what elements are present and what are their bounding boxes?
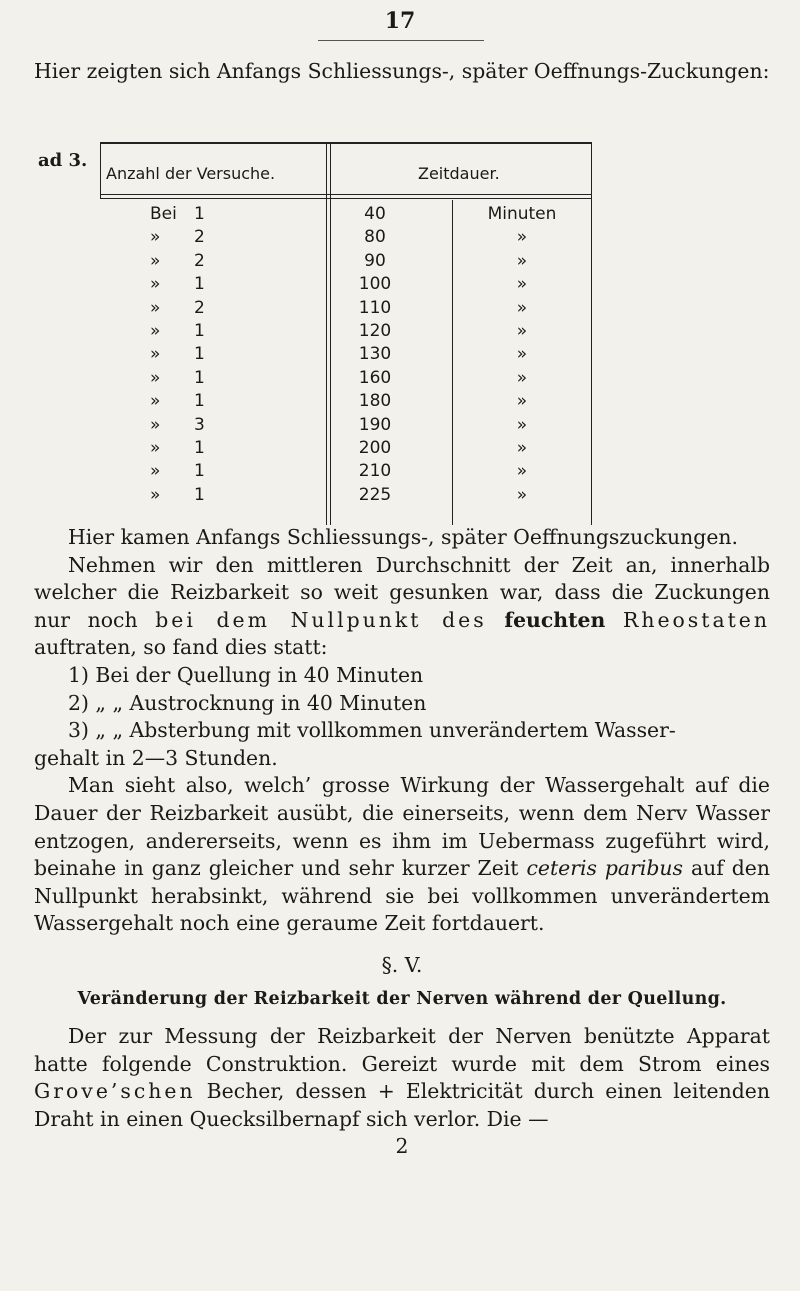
cell-count-value: 1 bbox=[194, 274, 205, 295]
paragraph-3 bbox=[34, 772, 770, 938]
list-item-3: 3) „ „ Absterbung mit vollkommen unverändertem Wasser- bbox=[68, 718, 676, 743]
cell-count-value: 2 bbox=[194, 297, 205, 318]
paragraph-2-text-a: Nehmen wir den mittleren Durchschnitt der Zeit an, innerhalb welcher die Reizbarkeit so weit gesunken war, dass die Zuckungen nur noch bbox=[34, 552, 770, 632]
cell-time: 100 bbox=[358, 274, 392, 295]
cell-prefix: » bbox=[150, 484, 161, 505]
cell-count-value: 2 bbox=[194, 227, 205, 248]
cell-unit: » bbox=[516, 437, 528, 458]
cell-count-value: 1 bbox=[194, 320, 205, 341]
cell-count-value: 1 bbox=[194, 391, 205, 412]
cell-unit: Minuten bbox=[487, 204, 557, 224]
cell-count-value: 1 bbox=[194, 437, 205, 458]
section-number: §. V. bbox=[381, 952, 423, 977]
cell-time: 80 bbox=[364, 227, 386, 248]
table-row bbox=[100, 251, 592, 274]
data-table bbox=[100, 142, 592, 525]
paragraph-2-bold: feuchten bbox=[504, 607, 606, 632]
cell-unit: » bbox=[516, 484, 528, 505]
column-header-count: Anzahl der Versuche. bbox=[106, 164, 276, 183]
table-row bbox=[100, 321, 592, 344]
cell-time: 200 bbox=[358, 437, 392, 458]
list-item-1: 1) Bei der Quellung in 40 Minuten bbox=[68, 662, 424, 687]
table-header-rule-1 bbox=[100, 194, 592, 195]
paragraph-2 bbox=[34, 552, 770, 662]
cell-time: 110 bbox=[358, 297, 392, 318]
cell-count-value: 2 bbox=[194, 250, 205, 271]
cell-unit: » bbox=[516, 320, 528, 341]
table-header-rule-2 bbox=[100, 198, 592, 199]
cell-prefix: Bei bbox=[150, 204, 177, 224]
signature-mark: 2 bbox=[395, 1134, 409, 1159]
cell-count bbox=[150, 485, 280, 505]
cell-prefix: » bbox=[150, 344, 161, 365]
cell-count-value: 1 bbox=[194, 461, 205, 482]
column-header-time: Zeitdauer. bbox=[418, 164, 500, 183]
cell-unit: » bbox=[516, 227, 528, 248]
cell-count bbox=[150, 391, 280, 411]
list-item-2: 2) „ „ Austrocknung in 40 Minuten bbox=[68, 690, 427, 715]
table-row bbox=[100, 461, 592, 484]
cell-time: 120 bbox=[358, 320, 392, 341]
paragraph-3-text-a: Man sieht also, welch’ grosse Wirkung der Wassergehalt auf die Dauer der Reizbarkeit ausübt, die einerseits, wenn dem Nerv Wasser entzogen, andererseits, wenn es ihm im Uebermass zugeführt wird, beinahe in ganz gleicher und sehr kurzer Zeit bbox=[34, 773, 770, 881]
cell-count-value: 1 bbox=[194, 484, 205, 505]
cell-time: 40 bbox=[364, 204, 386, 224]
cell-unit: » bbox=[516, 367, 528, 388]
cell-count bbox=[150, 204, 280, 224]
cell-count bbox=[150, 415, 280, 435]
paragraph-3-italic: ceteris paribus bbox=[526, 856, 684, 881]
cell-count bbox=[150, 274, 280, 294]
cell-prefix: » bbox=[150, 367, 161, 388]
cell-prefix: » bbox=[150, 297, 161, 318]
table-row bbox=[100, 227, 592, 250]
cell-unit: » bbox=[516, 391, 528, 412]
page-number-rule bbox=[318, 40, 484, 41]
table-row bbox=[100, 274, 592, 297]
cell-prefix: » bbox=[150, 391, 161, 412]
table-row bbox=[100, 368, 592, 391]
cell-unit: » bbox=[516, 344, 528, 365]
cell-unit: » bbox=[516, 297, 528, 318]
cell-unit: » bbox=[516, 274, 528, 295]
cell-count bbox=[150, 227, 280, 247]
cell-count bbox=[150, 368, 280, 388]
page-number: 17 bbox=[384, 8, 416, 34]
cell-count-value: 1 bbox=[194, 204, 205, 224]
cell-unit: » bbox=[516, 250, 528, 271]
table-body bbox=[100, 204, 592, 508]
table-row bbox=[100, 298, 592, 321]
table-row bbox=[100, 391, 592, 414]
cell-count bbox=[150, 461, 280, 481]
cell-time: 190 bbox=[358, 414, 392, 435]
table-row bbox=[100, 485, 592, 508]
cell-count-value: 1 bbox=[194, 367, 205, 388]
cell-count bbox=[150, 251, 280, 271]
cell-time: 210 bbox=[358, 461, 392, 482]
cell-unit: » bbox=[516, 414, 528, 435]
cell-prefix: » bbox=[150, 461, 161, 482]
cell-time: 130 bbox=[358, 344, 392, 365]
cell-time: 180 bbox=[358, 391, 392, 412]
paragraph-2-spaced-1: bei dem Nullpunkt des bbox=[155, 607, 487, 632]
cell-time: 90 bbox=[364, 250, 386, 271]
cell-prefix: » bbox=[150, 414, 161, 435]
paragraph-2-spaced-2: Rheostaten bbox=[622, 607, 771, 632]
cell-count bbox=[150, 321, 280, 341]
cell-time: 225 bbox=[358, 484, 392, 505]
section-title: Veränderung der Reizbarkeit der Nerven während der Quellung. bbox=[77, 988, 727, 1009]
table-label: ad 3. bbox=[38, 150, 88, 171]
cell-prefix: » bbox=[150, 437, 161, 458]
cell-prefix: » bbox=[150, 320, 161, 341]
table-top-rule bbox=[100, 142, 592, 144]
cell-count bbox=[150, 298, 280, 318]
table-left-border bbox=[100, 142, 101, 198]
paragraph-3-text-b: auf den Nullpunkt herabsinkt, während sie bei vollkommen unverändertem Wassergehalt noch eine geraume Zeit fortdauert. bbox=[34, 856, 770, 936]
intro-paragraph: Hier zeigten sich Anfangs Schliessungs-, später Oeffnungs-Zuckungen: bbox=[34, 59, 770, 83]
paragraph-2-text-b: auftraten, so fand dies statt: bbox=[34, 635, 328, 660]
cell-count bbox=[150, 438, 280, 458]
paragraph-4-text-b: Becher, dessen + Elektricität durch einen leitenden Draht in einen Quecksilbernapf sich verlor. Die — bbox=[34, 1079, 770, 1131]
paragraph-4 bbox=[34, 1023, 770, 1133]
table-row bbox=[100, 344, 592, 367]
cell-count bbox=[150, 344, 280, 364]
cell-unit: » bbox=[516, 461, 528, 482]
table-row bbox=[100, 415, 592, 438]
table-row bbox=[100, 204, 592, 227]
cell-count-value: 1 bbox=[194, 344, 205, 365]
cell-prefix: » bbox=[150, 274, 161, 295]
cell-prefix: » bbox=[150, 250, 161, 271]
paragraph-4-text-a: Der zur Messung der Reizbarkeit der Nerven benützte Apparat hatte folgende Construktion. Gereizt wurde mit dem Strom eines bbox=[34, 1024, 770, 1076]
main-text bbox=[34, 524, 770, 1161]
table-row bbox=[100, 438, 592, 461]
paragraph-4-spaced: Grove’schen bbox=[34, 1079, 196, 1104]
cell-time: 160 bbox=[358, 367, 392, 388]
cell-count-value: 3 bbox=[194, 414, 205, 435]
paragraph-1: Hier kamen Anfangs Schliessungs-, später Oeffnungszuckungen. bbox=[68, 525, 739, 549]
cell-prefix: » bbox=[150, 227, 161, 248]
list-item-3-continuation: gehalt in 2—3 Stunden. bbox=[34, 745, 278, 770]
